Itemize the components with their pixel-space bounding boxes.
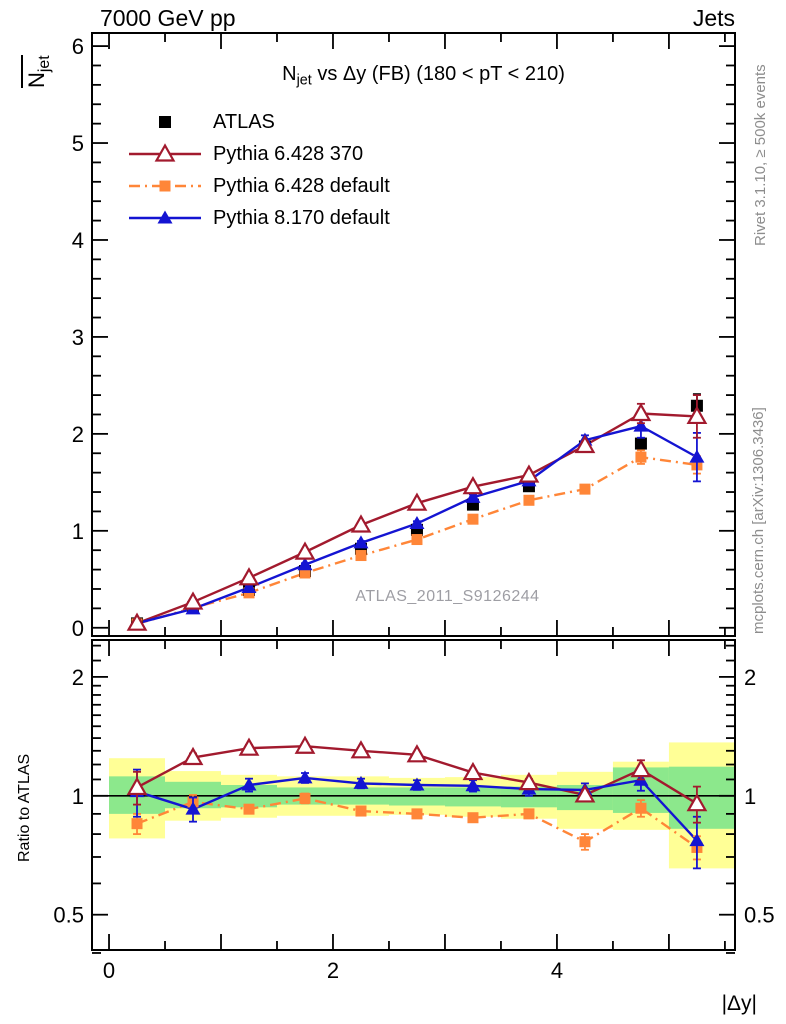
plot-title-rest: vs Δy (FB) (180 < pT < 210) (311, 63, 565, 85)
plot-title-base: N (282, 63, 297, 85)
mcplots-arxiv-note: mcplots.cern.ch [arXiv:1306.3436] (750, 407, 767, 634)
marker (352, 516, 369, 531)
ratio-axis-title: Ratio to ATLAS (16, 753, 33, 862)
marker (635, 438, 647, 450)
marker (411, 808, 422, 819)
marker (632, 405, 649, 420)
legend-label: Pythia 6.428 370 (213, 142, 364, 165)
legend-marker-2 (127, 173, 203, 199)
marker (240, 569, 257, 584)
x-tick-label: 2 (326, 958, 340, 983)
plot-title (92, 63, 745, 88)
ratio-y-tick-label-right: 0.5 (744, 902, 775, 928)
main-y-tick-label: 3 (71, 324, 84, 350)
analysis-group-label: Jets (692, 5, 735, 31)
marker (411, 534, 422, 545)
watermark-analysis-id: ATLAS_2011_S9126244 (355, 588, 540, 605)
marker (635, 452, 646, 463)
marker (355, 550, 366, 561)
x-tick-label: 4 (550, 958, 564, 983)
marker (579, 484, 590, 495)
marker (296, 544, 313, 559)
main-y-tick-label: 6 (71, 34, 84, 60)
main-y-tick-label: 5 (71, 131, 84, 157)
beam-info-label: 7000 GeV pp (100, 5, 236, 31)
y-axis-title (24, 55, 54, 88)
ratio-y-tick-label-left: 1 (71, 783, 84, 809)
marker (160, 181, 171, 192)
x-tick-label: 0 (102, 958, 116, 983)
marker (159, 116, 171, 128)
marker (523, 808, 534, 819)
marker (635, 803, 646, 814)
legend-label: Pythia 6.428 default (213, 174, 390, 197)
marker (579, 836, 590, 847)
main-y-tick-label: 4 (71, 227, 84, 253)
marker (467, 812, 478, 823)
ratio-y-tick-label-right: 2 (744, 664, 757, 690)
y-axis-title-sub: jet (35, 55, 53, 73)
marker (299, 793, 310, 804)
marker (355, 806, 366, 817)
marker (409, 516, 424, 529)
legend-item-pythia-6-428-default (127, 170, 390, 202)
main-y-tick-label: 2 (71, 421, 84, 447)
marker (243, 804, 254, 815)
legend-marker-0 (127, 109, 203, 135)
ratio-y-tick-label-right: 1 (744, 783, 757, 809)
plot-title-sub: jet (296, 72, 312, 89)
legend-label: Pythia 8.170 default (213, 206, 390, 229)
marker (467, 514, 478, 525)
marker (689, 450, 704, 463)
ratio-y-tick-label-left: 0.5 (53, 902, 84, 928)
legend-item-atlas (127, 106, 275, 138)
y-axis-title-base: N (24, 72, 49, 88)
rivet-version-note: Rivet 3.1.10, ≥ 500k events (752, 64, 769, 246)
legend-marker-1 (127, 141, 203, 167)
marker (132, 818, 143, 829)
marker (520, 467, 537, 482)
legend-marker-3 (127, 205, 203, 231)
x-axis-title: |Δy| (721, 992, 757, 1015)
marker (523, 495, 534, 506)
legend-item-pythia-6-428-370 (127, 138, 363, 170)
ratio-y-tick-label-left: 2 (71, 664, 84, 690)
main-y-tick-label: 0 (71, 615, 84, 641)
marker (296, 738, 313, 753)
legend-item-pythia-8-170-default (127, 202, 390, 234)
legend-label: ATLAS (213, 110, 275, 133)
main-y-tick-label: 1 (71, 518, 84, 544)
